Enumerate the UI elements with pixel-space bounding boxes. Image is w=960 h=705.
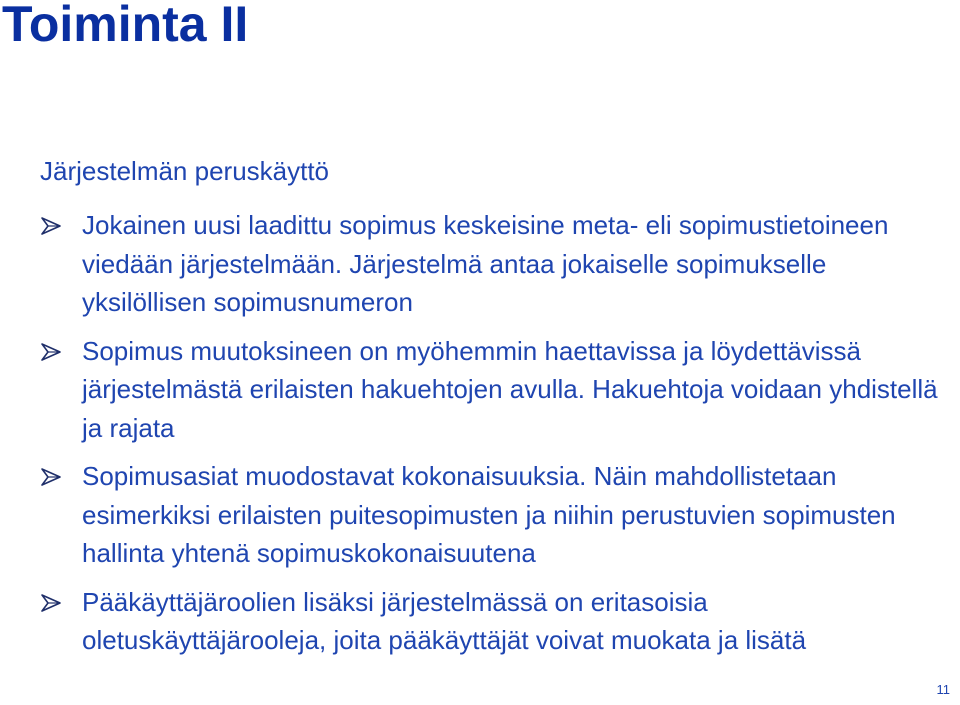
arrow-bullet-icon [40, 593, 62, 613]
slide-title: Toiminta II [2, 0, 249, 52]
slide-subtitle: Järjestelmän peruskäyttö [40, 156, 330, 186]
bullet-text: Sopimus muutoksineen on myöhemmin haettavissa ja löydettävissä järjestelmästä erilaisten hakuehtojen avulla. Hakuehtoja voidaan yhdistellä ja rajata [82, 335, 938, 443]
page-number: 11 [936, 682, 950, 697]
bullet-item [40, 583, 940, 660]
bullet-text: Jokainen uusi laadittu sopimus keskeisine meta- eli sopimustietoineen viedään järjestelmään. Järjestelmä antaa jokaiselle sopimukselle yksilöllisen sopimusnumeron [82, 210, 889, 317]
arrow-bullet-icon [40, 342, 62, 362]
bullet-list [40, 206, 940, 670]
bullet-text: Sopimusasiat muodostavat kokonaisuuksia. Näin mahdollistetaan esimerkiksi erilaisten puitesopimusten ja niihin perustuvien sopimusten hallinta yhtenä sopimuskokonaisuutena [82, 461, 896, 568]
bullet-text: Pääkäyttäjäroolien lisäksi järjestelmässä on eritasoisia oletuskäyttäjärooleja, joita pääkäyttäjät voivat muokata ja lisätä [82, 586, 807, 655]
bullet-item [40, 457, 940, 573]
bullet-item [40, 206, 940, 322]
bullet-item [40, 332, 940, 448]
arrow-bullet-icon [40, 216, 62, 236]
arrow-bullet-icon [40, 467, 62, 487]
